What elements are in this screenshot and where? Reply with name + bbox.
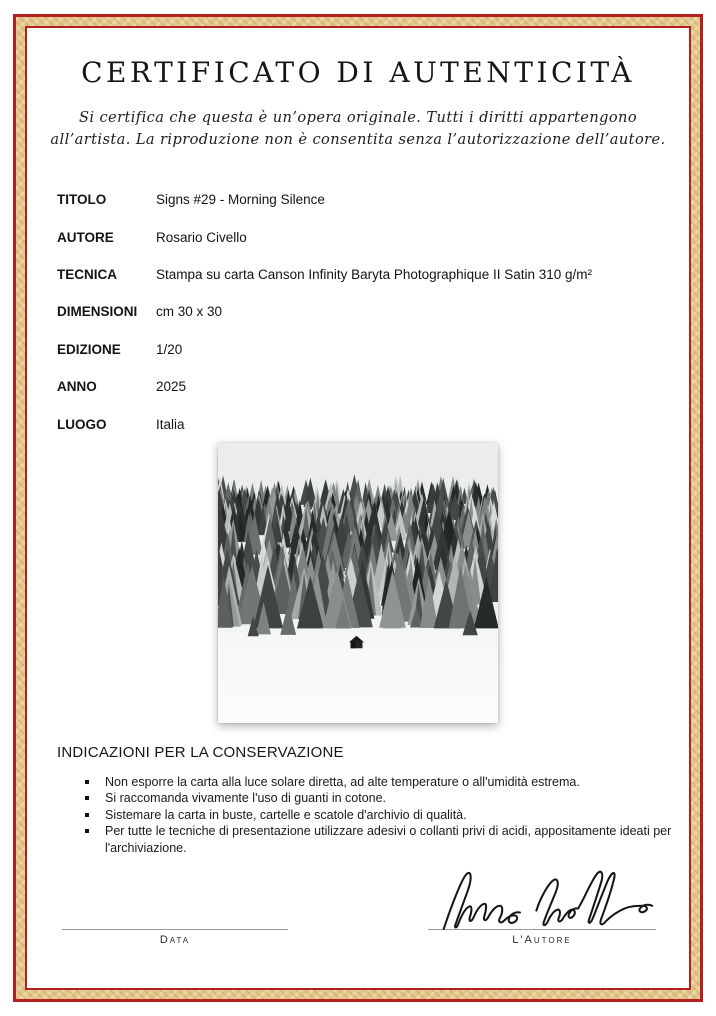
field-value-tecnica: Stampa su carta Canson Infinity Baryta Photographique II Satin 310 g/m² [156,266,592,282]
date-label: Data [159,934,191,946]
artwork-fields [57,181,682,443]
authenticity-statement [0,107,716,151]
author-signature-image [436,865,658,933]
field-label-anno: ANNO [57,379,97,395]
bullet-square-icon [85,813,89,817]
date-signature-block [62,929,288,946]
field-label-edizione: EDIZIONE [57,341,121,357]
conservation-item [57,790,688,806]
statement-line-2: all’artista. La riproduzione non è consentita senza l’autorizzazione dell’autore. [50,131,666,148]
bullet-square-icon [85,796,89,800]
bullet-square-icon [85,780,89,784]
field-label-dimensioni: DIMENSIONI [57,304,138,320]
conservation-item [57,774,688,790]
field-value-autore: Rosario Civello [156,229,247,245]
field-value-luogo: Italia [156,416,185,432]
bullet-square-icon [85,829,89,833]
field-value-edizione: 1/20 [156,341,183,357]
date-signature-line [62,929,288,930]
conservation-item-text: Non esporre la carta alla luce solare diretta, ad alte temperature o all'umidità estrema. [105,775,580,789]
field-row-anno [57,368,682,405]
author-signature-block [428,929,656,946]
field-label-luogo: LUOGO [57,416,107,432]
field-value-anno: 2025 [156,379,187,395]
conservation-heading: INDICAZIONI PER LA CONSERVAZIONE [57,744,344,761]
field-value-titolo: Signs #29 - Morning Silence [156,192,325,208]
artwork-photo [218,443,498,723]
field-value-dimensioni: cm 30 x 30 [156,304,223,320]
conservation-item [57,823,688,856]
field-row-tecnica [57,256,682,293]
author-label: L'Autore [512,934,572,946]
field-row-edizione [57,331,682,368]
conservation-item [57,807,688,823]
conservation-item-text: Si raccomanda vivamente l'uso di guanti in cotone. [105,791,387,806]
field-row-dimensioni [57,293,682,330]
statement-line-1: Si certifica che questa è un’opera originale. Tutti i diritti appartengono [78,109,638,126]
field-label-tecnica: TECNICA [57,266,117,282]
field-row-luogo [57,405,682,442]
field-row-autore [57,218,682,255]
field-label-titolo: TITOLO [57,192,107,208]
field-row-titolo [57,181,682,218]
field-label-autore: AUTORE [57,229,114,245]
conservation-list [57,774,688,856]
conservation-section [57,744,688,856]
certificate-title: CERTIFICATO DI AUTENTICITÀ [81,56,635,89]
conservation-item-text: Sistemare la carta in buste, cartelle e scatole d'archivio di qualità. [105,807,467,822]
conservation-item-text: Per tutte le tecniche di presentazione utilizzare adesivi o collanti privi di acidi, appositamente ideati per l'archiviazione. [105,824,672,855]
